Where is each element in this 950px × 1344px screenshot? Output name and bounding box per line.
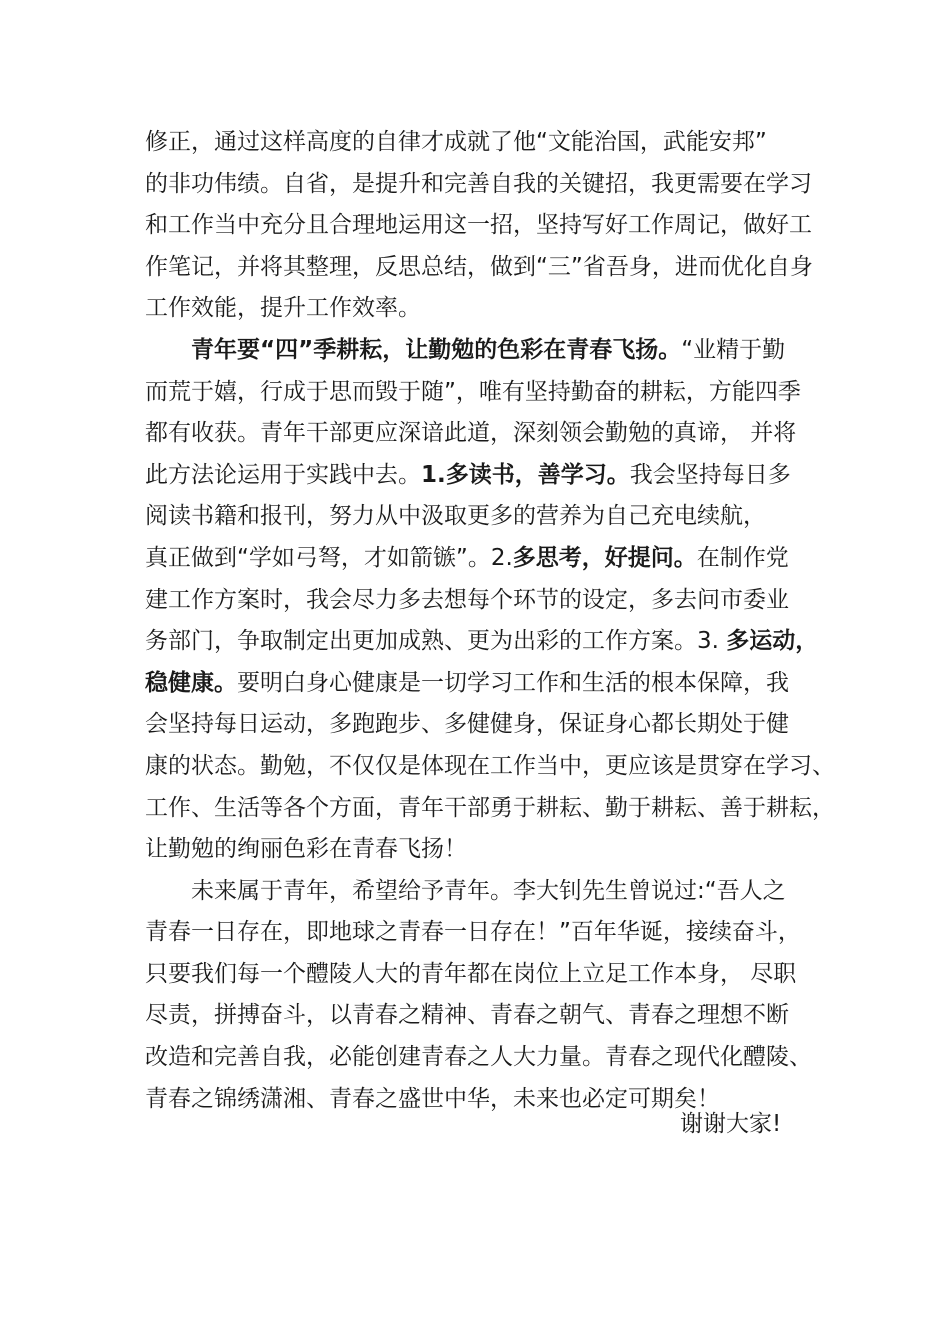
text-line: 而荒于嬉，行成于思而毁于随”，唯有坚持勤奋的耕耘，方能四季: [145, 378, 801, 405]
text-line: 的非功伟绩。自省，是提升和完善自我的关键招，我更需要在学习: [145, 170, 812, 197]
text-line: 建工作方案时，我会尽力多去想每个环节的设定，多去问市委业: [145, 586, 789, 613]
text-line: 改造和完善自我，必能创建青春之人大力量。青春之现代化醴陵、: [145, 1044, 812, 1071]
text-line: 稳健康。要明白身心健康是一切学习工作和生活的根本保障，我: [145, 669, 789, 696]
text-line: 青春之锦绣潇湘、青春之盛世中华，未来也必定可期矣！: [145, 1085, 720, 1112]
text-line: 阅读书籍和报刊，努力从中汲取更多的营养为自己充电续航，: [145, 503, 766, 530]
text-line: 康的状态。勤勉，不仅仅是体现在工作当中，更应该是贯穿在学习、: [145, 752, 835, 779]
text-line: 此方法论运用于实践中去。1.多读书，善学习。我会坚持每日多: [145, 461, 791, 488]
text-line: 务部门，争取制定出更加成熟、更为出彩的工作方案。3. 多运动，: [145, 628, 819, 655]
text-line: 作笔记，并将其整理，反思总结，做到“三”省吾身，进而优化自身: [145, 253, 813, 280]
text-line: 和工作当中充分且合理地运用这一招，坚持写好工作周记，做好工: [145, 212, 812, 239]
bold-point: 多运动，: [726, 628, 819, 655]
text-line: 都有收获。青年干部更应深谙此道，深刻领会勤勉的真谛， 并将: [145, 420, 797, 447]
text-line: 真正做到“学如弓弩，才如箭镞”。2.多思考，好提问。在制作党: [145, 544, 789, 571]
bold-point: 多思考，好提问。: [512, 544, 697, 571]
text-line: 未来属于青年，希望给予青年。李大钊先生曾说过:“吾人之: [191, 877, 786, 904]
text-line: 青年要“四”季耕耘，让勤勉的色彩在青春飞扬。“业精于勤: [191, 336, 786, 363]
body-text: [145, 122, 835, 1120]
text-line: 工作、生活等各个方面，青年干部勇于耕耘、勤于耕耘、善于耕耘，: [145, 794, 835, 821]
bold-point: 稳健康。: [145, 669, 237, 696]
text-line: 会坚持每日运动，多跑跑步、多健健身，保证身心都长期处于健: [145, 711, 789, 738]
text-line: 修正，通过这样高度的自律才成就了他“文能治国，武能安邦”: [145, 129, 767, 155]
text-line: 工作效能，提升工作效率。: [145, 295, 421, 322]
bold-point: 1.多读书，善学习。: [421, 461, 630, 488]
text-line: 青春一日存在，即地球之青春一日存在！”百年华诞，接续奋斗，: [145, 919, 801, 946]
text-line: 尽责，拼搏奋斗，以青春之精神、青春之朝气、青春之理想不断: [145, 1002, 789, 1029]
closing-remark: 谢谢大家!: [680, 1111, 782, 1137]
text-line: 只要我们每一个醴陵人大的青年都在岗位上立足工作本身， 尽职: [145, 960, 797, 987]
section-heading: 青年要“四”季耕耘，让勤勉的色彩在青春飞扬。: [191, 336, 682, 363]
text-line: 让勤勉的绚丽色彩在青春飞扬！: [145, 836, 467, 863]
